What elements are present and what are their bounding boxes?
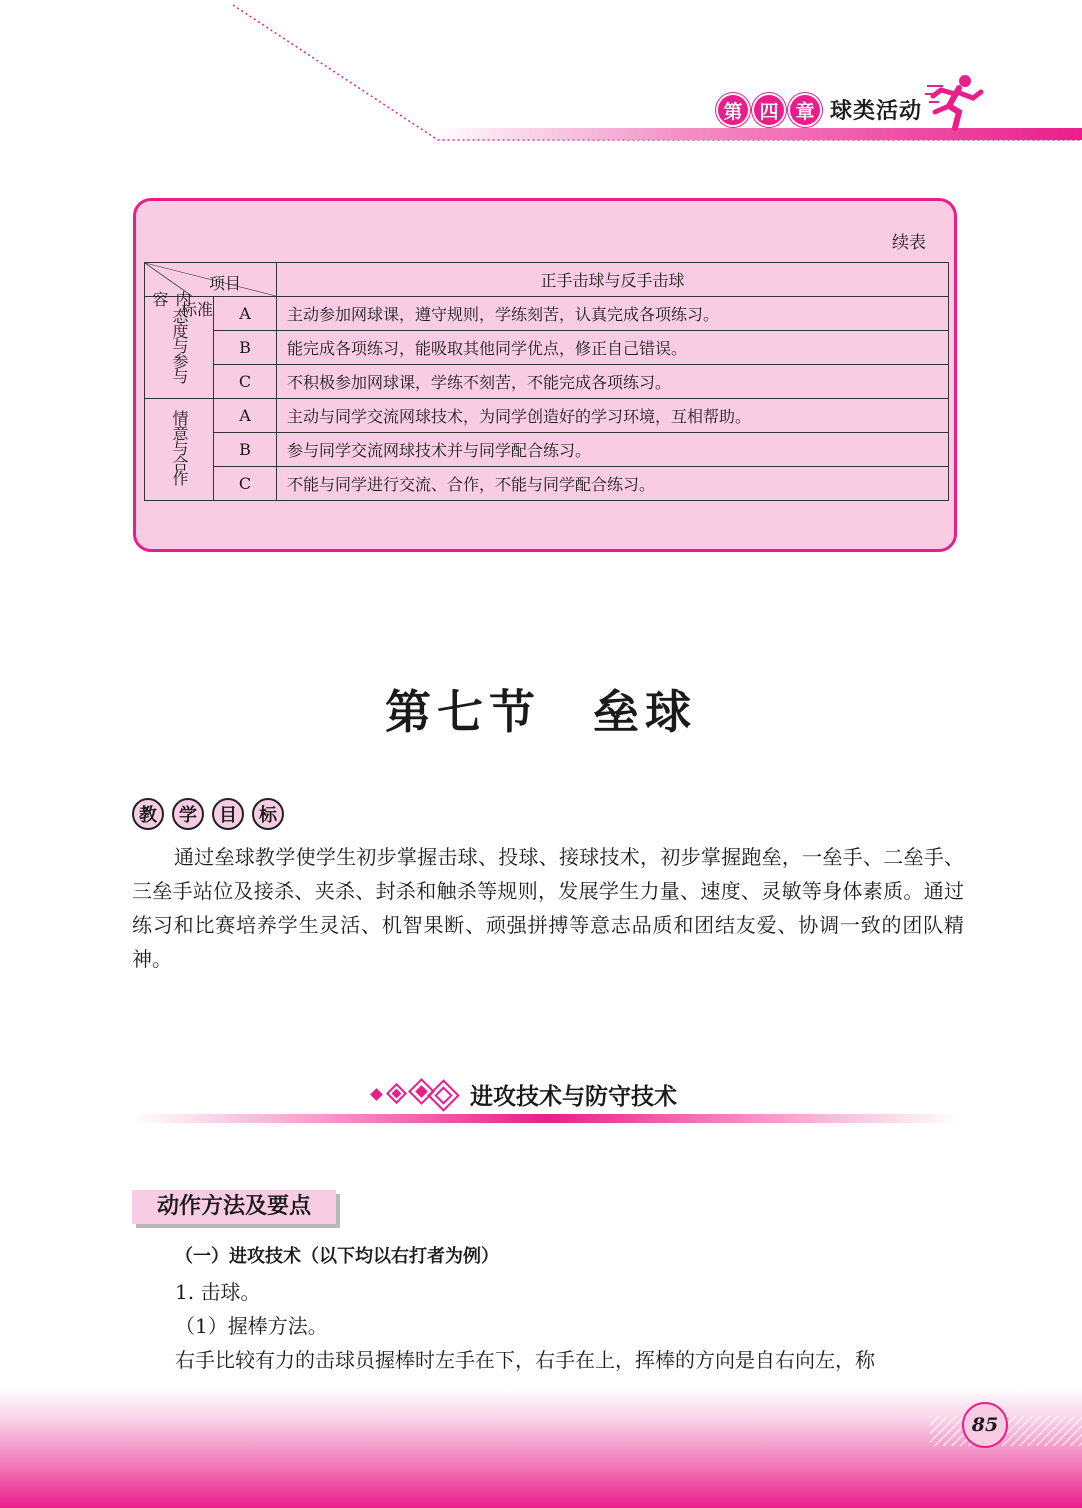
grade-cell: B <box>214 331 277 365</box>
page-number: 85 <box>962 1402 1008 1448</box>
goal-badge-char-2: 学 <box>172 798 204 830</box>
chapter-title: 球类活动 <box>830 98 923 124</box>
column-header: 正手击球与反手击球 <box>277 263 949 297</box>
band-underline <box>132 1114 960 1123</box>
criteria-cell: 不积极参加网球课，学练不刻苦，不能完成各项练习。 <box>277 365 949 399</box>
body-text-line: 右手比较有力的击球员握棒时左手在下，右手在上，挥棒的方向是自右向左，称 <box>175 1348 875 1372</box>
grade-cell: C <box>214 365 277 399</box>
grade-cell: C <box>214 467 277 501</box>
goal-paragraph: 通过垒球教学使学生初步掌握击球、投球、接球技术，初步掌握跑垒，一垒手、二垒手、三垒手站位及接杀、夹杀、封杀和触杀等规则，发展学生力量、速度、灵敏等身体素质。通过练习和比赛培养学生灵活、机智果断、顽强拼搏等意志品质和团结友爱、协调一致的团队精神。 <box>132 845 964 971</box>
section-title: 第七节 垒球 <box>385 685 697 739</box>
grade-cell: A <box>214 399 277 433</box>
criteria-cell: 参与同学交流网球技术并与同学配合练习。 <box>277 433 949 467</box>
runner-icon <box>925 72 987 132</box>
table-header-row <box>145 263 949 297</box>
category-cell <box>145 399 214 501</box>
corner-cell <box>145 263 277 319</box>
continued-label: 续表 <box>892 233 926 253</box>
criteria-cell: 不能与同学进行交流、合作，不能与同学配合练习。 <box>277 467 949 501</box>
table-row <box>145 331 949 365</box>
grade-cell: B <box>214 433 277 467</box>
item-batting: 1. 击球。 <box>175 1280 261 1304</box>
corner-item-label: 项目 <box>209 274 242 293</box>
category-label: 态度与参与 <box>170 308 189 383</box>
criteria-cell: 能完成各项练习，能吸取其他同学优点，修正自己错误。 <box>277 331 949 365</box>
table-row <box>145 297 949 331</box>
diamond-ornament-icon <box>368 1076 468 1116</box>
table-row <box>145 467 949 501</box>
chapter-char-3: 章 <box>790 95 820 125</box>
table-row <box>145 433 949 467</box>
criteria-cell: 主动与同学交流网球技术，为同学创造好的学习环境，互相帮助。 <box>277 399 949 433</box>
chapter-char-2: 四 <box>754 95 784 125</box>
chapter-char-1: 第 <box>718 95 748 125</box>
goal-badge-char-4: 标 <box>252 798 284 830</box>
criteria-cell: 主动参加网球课，遵守规则，学练刻苦，认真完成各项练习。 <box>277 297 949 331</box>
item-grip-method: （1）握棒方法。 <box>175 1314 328 1338</box>
footer-gradient <box>0 1388 1082 1508</box>
goal-badge-char-1: 教 <box>132 798 164 830</box>
grade-cell: A <box>214 297 277 331</box>
subheading-offense: （一）进攻技术（以下均以右打者为例） <box>175 1246 499 1267</box>
corner-content-label: 内容 <box>150 291 192 307</box>
table-row <box>145 365 949 399</box>
corner-standard-label: 标准 <box>181 300 214 319</box>
band-title: 进攻技术与防守技术 <box>470 1084 677 1110</box>
category-label: 情意与合作 <box>170 410 189 485</box>
goal-badge-char-3: 目 <box>212 798 244 830</box>
evaluation-table <box>144 262 949 501</box>
table-row <box>145 399 949 433</box>
method-heading: 动作方法及要点 <box>132 1190 336 1224</box>
